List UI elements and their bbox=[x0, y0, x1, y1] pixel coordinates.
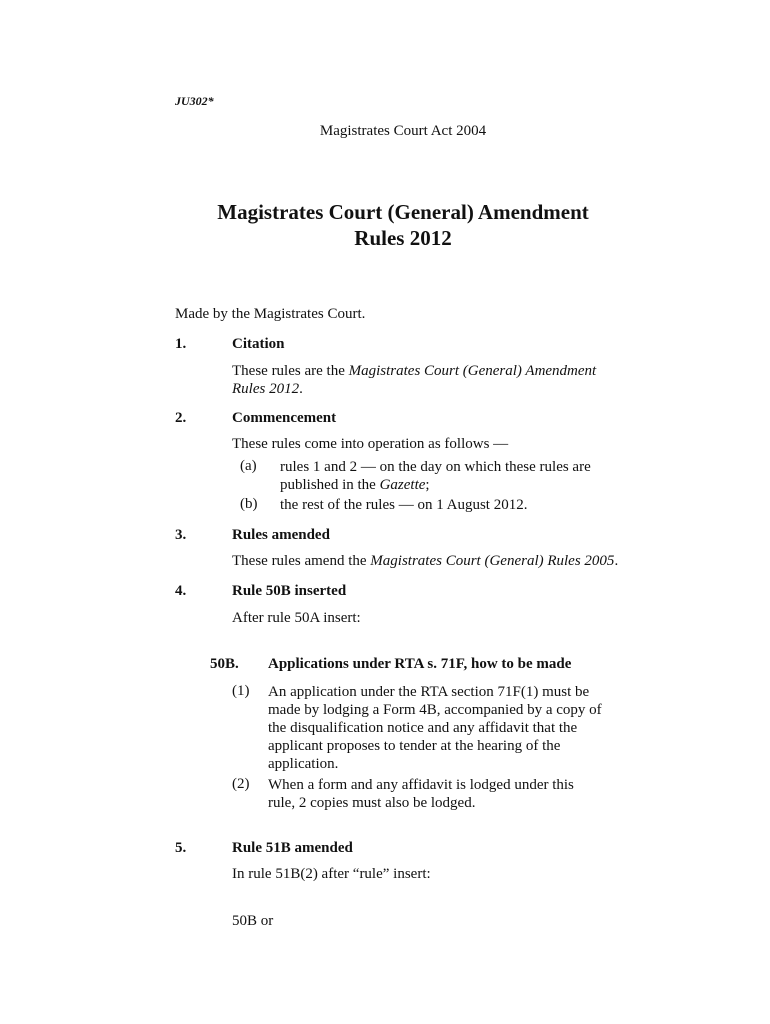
rule-1-text-title-end: Rules 2012 bbox=[232, 381, 300, 397]
rule-3-text-end: . bbox=[614, 553, 619, 569]
rule-5-text: In rule 51B(2) after “rule” insert: bbox=[232, 866, 431, 882]
rule-50b-sub1-mark: (1) bbox=[232, 683, 250, 699]
rule-2-b-text: the rest of the rules — on 1 August 2012. bbox=[280, 497, 528, 513]
rule-2-a-end: ; bbox=[425, 477, 430, 493]
rule-1-text-title: Magistrates Court (General) Amendment bbox=[348, 363, 597, 379]
rule-50b-number: 50B. bbox=[210, 656, 239, 672]
rule-3-text-title: Magistrates Court (General) Rules 2005 bbox=[370, 553, 615, 569]
rule-50b-sub1-line: the disqualification notice and any affidavit that the bbox=[268, 720, 578, 736]
document-code: JU302* bbox=[175, 94, 214, 108]
rule-50b-sub2-mark: (2) bbox=[232, 776, 250, 792]
rule-4-number: 4. bbox=[175, 583, 187, 599]
rule-50b-sub2-line: When a form and any affidavit is lodged under this bbox=[268, 777, 574, 793]
rule-2-heading: Commencement bbox=[232, 410, 337, 426]
rule-4-text: After rule 50A insert: bbox=[232, 610, 361, 626]
rule-5-number: 5. bbox=[175, 840, 187, 856]
rule-3-text bbox=[232, 552, 692, 570]
rule-2-b-mark: (b) bbox=[240, 496, 258, 512]
rule-50b-sub2-line: rule, 2 copies must also be lodged. bbox=[268, 795, 476, 811]
rule-2-a-line2: published in the bbox=[280, 477, 380, 493]
page-title bbox=[0, 199, 770, 251]
rule-2-intro: These rules come into operation as follows — bbox=[232, 436, 509, 452]
rule-1-text bbox=[232, 362, 652, 398]
rule-5-insert-text: 50B or bbox=[232, 913, 274, 929]
rule-3-text-a: These rules amend the bbox=[232, 553, 371, 569]
rule-2-a-mark: (a) bbox=[240, 458, 257, 474]
rule-50b-heading: Applications under RTA s. 71F, how to be made bbox=[268, 656, 572, 672]
rule-5-heading: Rule 51B amended bbox=[232, 840, 353, 856]
intro-text: Made by the Magistrates Court. bbox=[175, 306, 366, 322]
rule-50b-sub1-line: applicant proposes to tender at the hearing of the bbox=[268, 738, 561, 754]
act-name: Magistrates Court Act 2004 bbox=[319, 123, 487, 139]
rule-2-a-text bbox=[280, 458, 640, 494]
rule-2-number: 2. bbox=[175, 410, 187, 426]
rule-1-text-d: . bbox=[299, 381, 303, 397]
rule-3-number: 3. bbox=[175, 527, 187, 543]
title-line-1: Magistrates Court (General) Amendment bbox=[217, 200, 589, 224]
rule-1-number: 1. bbox=[175, 336, 187, 352]
rule-2-a-line1: rules 1 and 2 — on the day on which these rules are bbox=[280, 459, 591, 475]
rule-3-heading: Rules amended bbox=[232, 527, 330, 543]
rule-50b-sub1-line: An application under the RTA section 71F(1) must be bbox=[268, 684, 590, 700]
rule-4-heading: Rule 50B inserted bbox=[232, 583, 347, 599]
title-line-2: Rules 2012 bbox=[354, 226, 452, 250]
rule-50b-sub2-text bbox=[268, 776, 638, 812]
rule-1-heading: Citation bbox=[232, 336, 285, 352]
rule-1-text-a: These rules are the bbox=[232, 363, 349, 379]
rule-50b-sub1-line: application. bbox=[268, 756, 339, 772]
rule-50b-sub1-text bbox=[268, 683, 638, 773]
rule-2-a-gazette: Gazette bbox=[379, 477, 426, 493]
rule-50b-sub1-line: made by lodging a Form 4B, accompanied by a copy of bbox=[268, 702, 602, 718]
